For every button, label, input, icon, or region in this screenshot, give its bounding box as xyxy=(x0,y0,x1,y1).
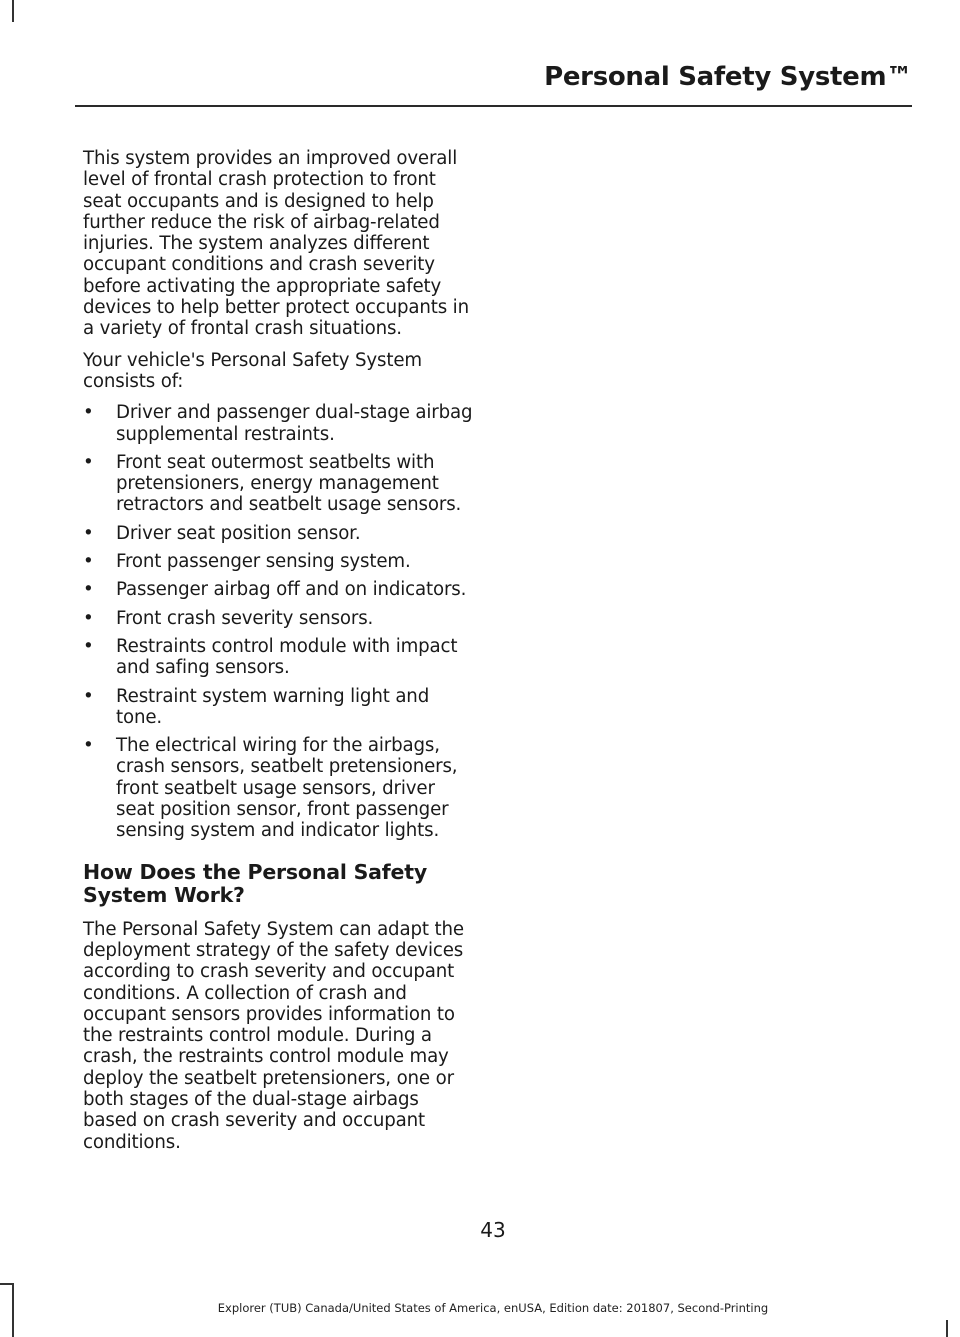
bullet: • xyxy=(83,735,94,757)
list-item xyxy=(83,735,477,841)
page-title: Personal Safety System™ xyxy=(544,62,912,92)
crop-mark-top-left xyxy=(12,0,14,22)
section-paragraph: The Personal Safety System can adapt the deployment strategy of the safety devices according to crash severity and occupant conditions. A collection of crash and occupant sensors provides information to the restraints control module. During a crash, the restraints control module may deploy the seatbelt pretensioners, one or both stages of the dual-stage airbags based on crash severity and occupant conditions. xyxy=(83,918,464,1153)
list-item xyxy=(83,686,477,729)
consists-of-paragraph: Your vehicle's Personal Safety System consists of: xyxy=(83,349,422,392)
list-item-text: Front seat outermost seatbelts with pretensioners, energy management retractors and seatbelt usage sensors. xyxy=(116,451,462,516)
crop-mark-bottom-left-horizontal xyxy=(0,1283,14,1285)
bullet: • xyxy=(83,607,94,629)
bullet: • xyxy=(83,551,94,573)
header-rule xyxy=(75,105,912,107)
bullet: • xyxy=(83,451,94,473)
section-heading: How Does the Personal Safety System Work? xyxy=(83,859,427,907)
page-number: 43 xyxy=(480,1218,506,1242)
list-item xyxy=(83,551,477,572)
list-item xyxy=(83,579,477,600)
intro-paragraph: This system provides an improved overall level of frontal crash protection to front seat occupants and is designed to help further reduce the risk of airbag-related injuries. The system analyzes different occupant conditions and crash severity before activating the appropriate safety devices to help better protect occupants in a variety of frontal crash situations. xyxy=(83,148,469,340)
component-list xyxy=(83,402,477,841)
list-item-text: Front crash severity sensors. xyxy=(116,607,374,629)
crop-mark-bottom-right xyxy=(946,1320,948,1337)
bullet: • xyxy=(83,685,94,707)
list-item xyxy=(83,608,477,629)
bullet: • xyxy=(83,579,94,601)
list-item-text: Driver and passenger dual-stage airbag supplemental restraints. xyxy=(116,402,473,445)
list-item xyxy=(83,402,477,445)
list-item-text: Passenger airbag off and on indicators. xyxy=(116,579,467,601)
bullet: • xyxy=(83,402,94,424)
list-item xyxy=(83,523,477,544)
list-item-text: Driver seat position sensor. xyxy=(116,522,361,544)
list-item-text: The electrical wiring for the airbags, crash sensors, seatbelt pretensioners, front seatbelt usage sensors, driver seat position sensor, front passenger sensing system and indicator lights. xyxy=(116,735,458,842)
list-item-text: Restraint system warning light and tone. xyxy=(116,685,430,728)
list-item xyxy=(83,452,477,516)
edition-footer: Explorer (TUB) Canada/United States of America, enUSA, Edition date: 201807, Second-Printing xyxy=(217,1301,769,1315)
list-item-text: Restraints control module with impact and safing sensors. xyxy=(116,635,458,679)
list-item-text: Front passenger sensing system. xyxy=(116,551,411,573)
list-item xyxy=(83,636,477,679)
main-content xyxy=(83,148,477,1163)
bullet: • xyxy=(83,635,94,657)
bullet: • xyxy=(83,522,94,544)
